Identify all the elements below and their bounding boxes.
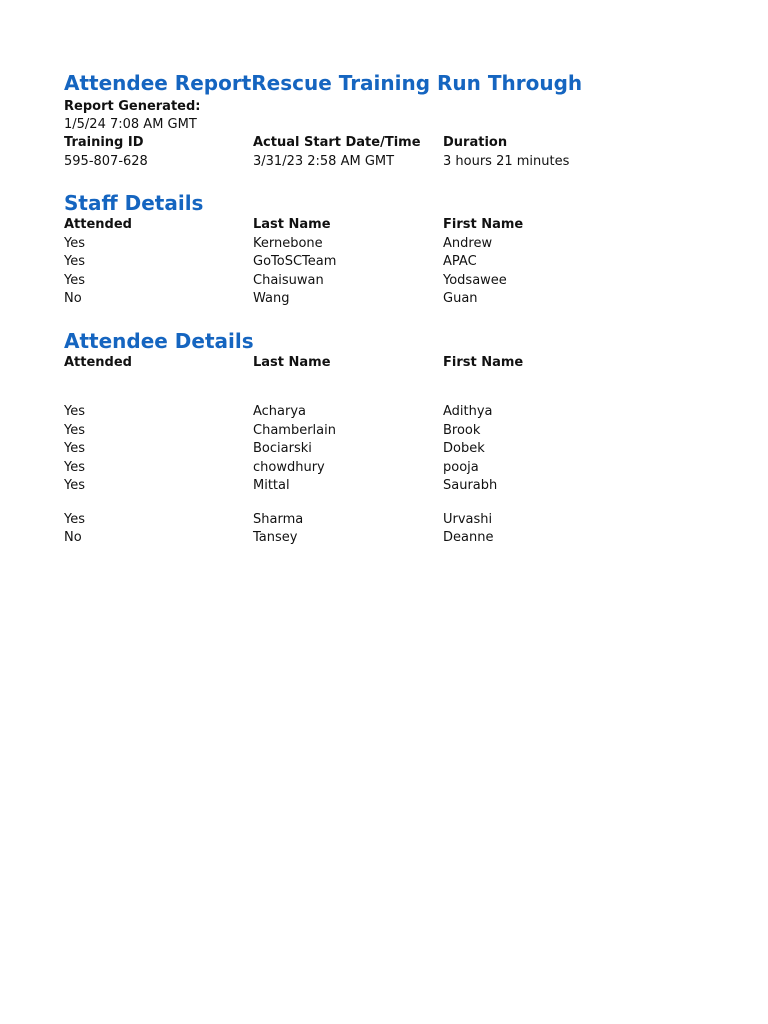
last-name-cell: Chaisuwan (253, 272, 324, 288)
report-generated-value: 1/5/24 7:08 AM GMT (64, 117, 197, 132)
duration-value: 3 hours 21 minutes (443, 153, 570, 169)
attended-cell: Yes (64, 459, 85, 475)
table-row (64, 459, 744, 478)
table-row (64, 403, 744, 422)
staff-details-title: Staff Details (64, 191, 204, 215)
last-name-cell: Acharya (253, 404, 307, 419)
attended-cell: Yes (64, 511, 85, 527)
last-name-cell: Wang (253, 291, 290, 306)
attended-cell: No (64, 291, 82, 306)
staff-col-attended: Attended (64, 217, 132, 232)
first-name-cell: Andrew (443, 235, 493, 251)
first-name-cell: APAC (443, 254, 477, 269)
first-name-cell: Dobek (443, 441, 485, 456)
attendee-details-title: Attendee Details (64, 328, 254, 353)
training-id-label: Training ID (64, 135, 144, 150)
duration-label: Duration (443, 135, 508, 150)
table-row (64, 529, 744, 548)
attended-cell: Yes (64, 422, 85, 438)
training-info-header-row (64, 134, 744, 153)
attendee-col-last-name: Last Name (253, 354, 331, 370)
first-name-cell: pooja (443, 459, 479, 475)
attended-cell: Yes (64, 235, 85, 251)
last-name-cell: Kernebone (253, 235, 323, 251)
last-name-cell: chowdhury (253, 459, 325, 475)
staff-header-row (64, 216, 744, 235)
table-row (64, 511, 744, 530)
first-name-cell: Saurabh (443, 478, 498, 493)
attendee-report-page (64, 68, 744, 548)
attended-cell: No (64, 530, 82, 545)
start-time-value: 3/31/23 2:58 AM GMT (253, 153, 395, 169)
report-generated-label: Report Generated: (64, 99, 201, 114)
table-row (64, 477, 744, 496)
attended-cell: Yes (64, 478, 85, 493)
last-name-cell: Tansey (253, 530, 298, 545)
table-row (64, 422, 744, 441)
first-name-cell: Urvashi (443, 511, 493, 527)
attended-cell: Yes (64, 404, 85, 419)
last-name-cell: Chamberlain (253, 422, 336, 438)
table-row (64, 235, 744, 254)
start-time-label: Actual Start Date/Time (253, 135, 421, 150)
last-name-cell: Sharma (253, 511, 304, 527)
attendee-header-spacer (64, 372, 744, 403)
attended-cell: Yes (64, 272, 85, 288)
last-name-cell: Mittal (253, 478, 290, 493)
staff-col-first-name: First Name (443, 217, 524, 232)
training-id-value: 595-807-628 (64, 153, 148, 169)
table-row (64, 272, 744, 291)
report-title: Attendee ReportRescue Training Run Through (64, 71, 583, 95)
attendee-header-row (64, 354, 744, 373)
attendee-col-attended: Attended (64, 354, 132, 370)
training-info-value-row (64, 153, 744, 172)
last-name-cell: Bociarski (253, 441, 312, 456)
first-name-cell: Deanne (443, 530, 494, 545)
table-row (64, 290, 744, 309)
table-row (64, 253, 744, 272)
attended-cell: Yes (64, 254, 85, 269)
table-row (64, 440, 744, 459)
first-name-cell: Adithya (443, 404, 493, 419)
attended-cell: Yes (64, 441, 85, 456)
last-name-cell: GoToSCTeam (253, 254, 337, 269)
first-name-cell: Brook (443, 422, 481, 438)
attendee-col-first-name: First Name (443, 354, 524, 370)
attendee-row-gap (64, 496, 744, 511)
staff-col-last-name: Last Name (253, 217, 331, 232)
first-name-cell: Guan (443, 291, 478, 306)
first-name-cell: Yodsawee (443, 272, 507, 288)
